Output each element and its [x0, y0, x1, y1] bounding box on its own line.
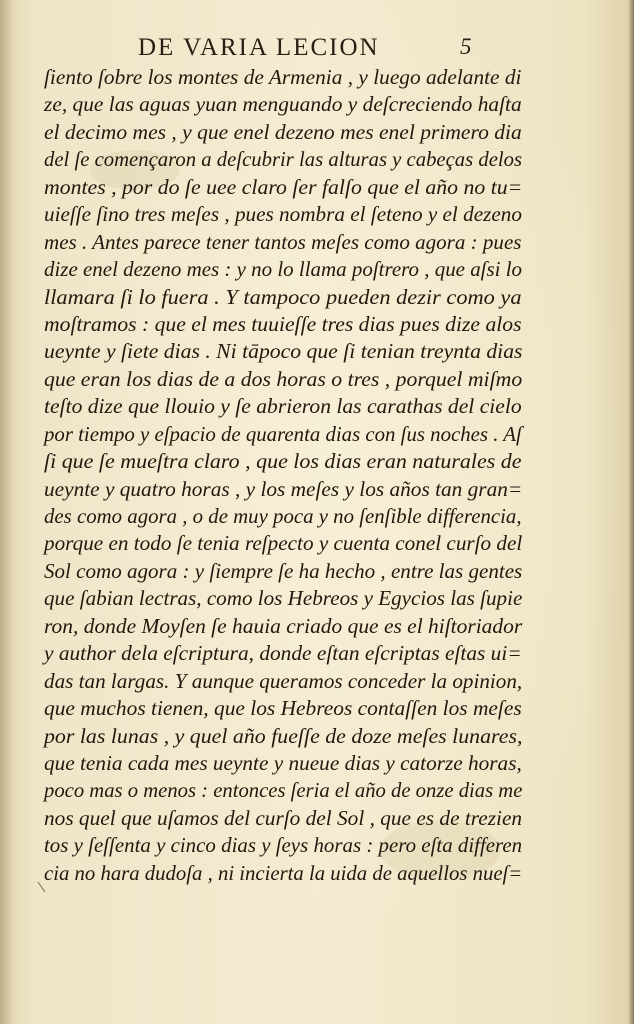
spine-shadow: [0, 0, 14, 1024]
text-line: por tiempo y eſpacio de quarenta dias con ſus noches . Aſ: [44, 421, 522, 446]
text-line: Sol como agora : y ſiempre ſe ha hecho , entre las gentes: [44, 558, 523, 583]
page-number: 5: [460, 34, 472, 59]
text-line: el decimo mes , y que enel dezeno mes enel primero dia: [44, 119, 522, 144]
text-line: teſto dize que llouio y ſe abrieron las carathas del cielo: [44, 394, 522, 419]
text-line: poco mas o menos : entonces ſeria el año de onze dias me: [44, 778, 523, 803]
body-text: [44, 64, 522, 887]
text-line: llamara ſi lo fuera . Y tampoco pueden dezir como ya: [44, 284, 522, 309]
text-line: dize enel dezeno mes : y no lo llama poſtrero , que aſsi lo: [44, 257, 523, 282]
text-line: das tan largas. Y aunque queramos conceder la opinion,: [44, 668, 523, 693]
text-line: ſi que ſe mueſtra claro , que los dias eran naturales de: [44, 449, 522, 474]
text-line: tos y ſeſſenta y cinco dias y ſeys horas : pero eſta differen: [44, 833, 523, 858]
text-line: que tenia cada mes ueynte y nueue dias y catorze horas,: [44, 750, 522, 775]
text-line: que muchos tienen, que los Hebreos contaſſen los meſes: [44, 696, 522, 721]
text-line: ron, donde Moyſen ſe hauia criado que es el hiſtoriador: [44, 613, 523, 638]
text-line: ueynte y quatro horas , y los meſes y los años tan gran=: [44, 476, 523, 501]
text-line: ſiento ſobre los montes de Armenia , y luego adelante di: [44, 65, 522, 89]
running-head: [0, 34, 634, 68]
text-line: por las lunas , y quel año fueſſe de doze meſes lunares,: [44, 723, 523, 748]
text-line: montes , por do ſe uee claro ſer falſo que el año no tu=: [44, 174, 523, 199]
text-line: del ſe començaron a deſcubrir las alturas y cabeças delos: [44, 147, 523, 172]
running-head-title: DE VARIA LECION: [138, 34, 380, 61]
text-line: porque en todo ſe tenia reſpecto y cuenta conel curſo del: [44, 531, 523, 556]
text-line: uieſſe ſino tres meſes , pues nombra el ſeteno y el dezeno: [44, 202, 522, 227]
text-line: des como agora , o de muy poca y no ſenſible differencia,: [44, 504, 522, 528]
text-line: ze, que las aguas yuan menguando y deſcreciendo haſta: [44, 92, 522, 117]
text-line: que eran los dias de a dos horas o tres , porquel miſmo: [44, 366, 523, 391]
text-line: que ſabian lectras, como los Hebreos y Egycios las ſupie: [44, 586, 523, 611]
text-line: y author dela eſcriptura, donde eſtan eſcriptas eſtas ui=: [44, 641, 522, 666]
text-line: moſtramos : que el mes tuuieſſe tres dias pues dize alos: [44, 311, 522, 336]
page-edge: [628, 0, 634, 1024]
text-line: mes . Antes parece tener tantos meſes como agora : pues: [44, 229, 522, 254]
text-line: nos quel que uſamos del curſo del Sol , que es de trezien: [44, 805, 523, 830]
text-line: ueynte y ſiete dias . Ni tāpoco que ſi tenian treynta dias: [44, 339, 523, 364]
text-line: cia no hara dudoſa , ni incierta la uida de aquellos nueſ=: [44, 860, 523, 885]
